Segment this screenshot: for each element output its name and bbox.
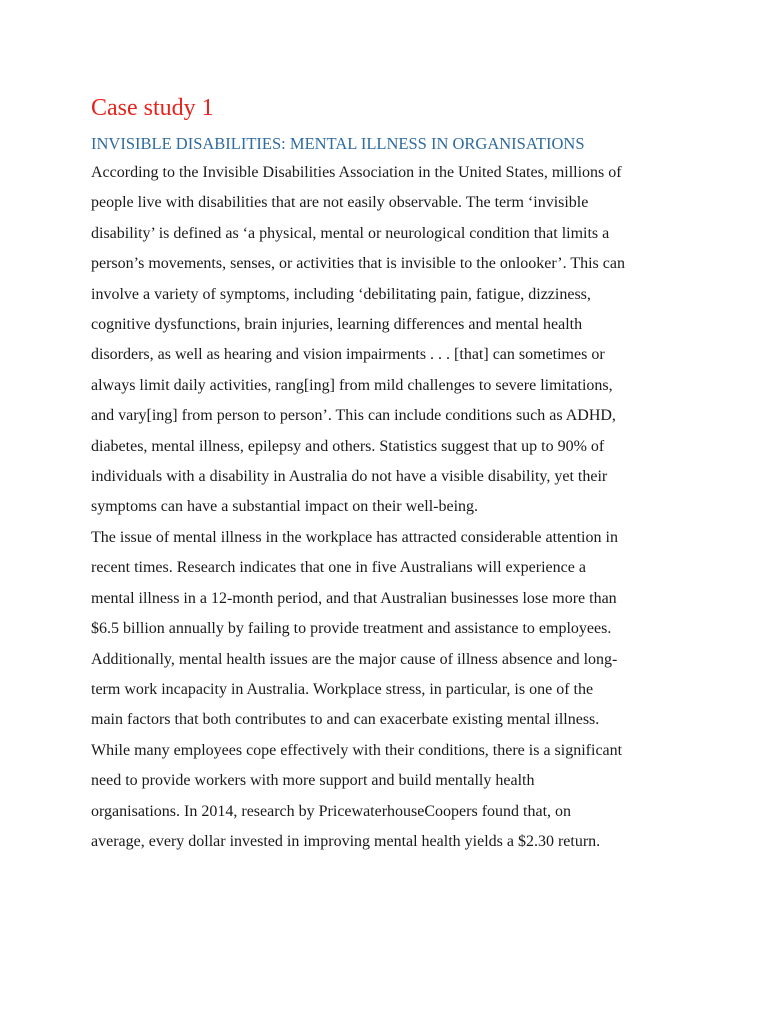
- paragraph-line: need to provide workers with more support and build mentally health: [91, 772, 535, 790]
- paragraph-line: involve a variety of symptoms, including ‘debilitating pain, fatigue, dizziness,: [91, 285, 591, 303]
- paragraph-line: mental illness in a 12-month period, and that Australian businesses lose more than: [91, 589, 617, 607]
- paragraph-line: main factors that both contributes to and can exacerbate existing mental illness.: [91, 711, 600, 729]
- paragraph-line: organisations. In 2014, research by PricewaterhouseCoopers found that, on: [91, 802, 572, 820]
- paragraph-1: [91, 158, 681, 523]
- document-content: [91, 88, 681, 857]
- case-study-title: Case study 1: [91, 95, 214, 121]
- section-heading: INVISIBLE DISABILITIES: MENTAL ILLNESS IN ORGANISATIONS: [91, 134, 585, 153]
- paragraph-line: recent times. Research indicates that one in five Australians will experience a: [91, 559, 586, 577]
- paragraph-line: symptoms can have a substantial impact on their well-being.: [91, 498, 479, 516]
- paragraph-line: While many employees cope effectively with their conditions, there is a significant: [91, 741, 623, 759]
- paragraph-line: Additionally, mental health issues are the major cause of illness absence and long-: [91, 650, 618, 668]
- paragraph-line: term work incapacity in Australia. Workplace stress, in particular, is one of the: [91, 680, 594, 698]
- paragraph-line: average, every dollar invested in improving mental health yields a $2.30 return.: [91, 832, 601, 850]
- paragraph-2: [91, 523, 681, 857]
- paragraph-line: According to the Invisible Disabilities Association in the United States, millions of: [91, 164, 622, 181]
- paragraph-line: The issue of mental illness in the workplace has attracted considerable attention in: [91, 528, 618, 546]
- paragraph-line: person’s movements, senses, or activities that is invisible to the onlooker’. This can: [91, 255, 625, 273]
- paragraph-line: $6.5 billion annually by failing to provide treatment and assistance to employees.: [91, 620, 612, 638]
- paragraph-line: always limit daily activities, rang[ing] from mild challenges to severe limitations,: [91, 376, 613, 394]
- paragraph-line: disability’ is defined as ‘a physical, mental or neurological condition that limits a: [91, 224, 610, 242]
- paragraph-line: disorders, as well as hearing and vision impairments . . . [that] can sometimes or: [91, 346, 605, 364]
- paragraph-line: cognitive dysfunctions, brain injuries, learning differences and mental health: [91, 316, 583, 334]
- paragraph-line: and vary[ing] from person to person’. This can include conditions such as ADHD,: [91, 407, 616, 425]
- paragraph-line: diabetes, mental illness, epilepsy and others. Statistics suggest that up to 90% of: [91, 437, 605, 455]
- paragraph-line: people live with disabilities that are not easily observable. The term ‘invisible: [91, 194, 589, 212]
- paragraph-line: individuals with a disability in Australia do not have a visible disability, yet their: [91, 468, 608, 486]
